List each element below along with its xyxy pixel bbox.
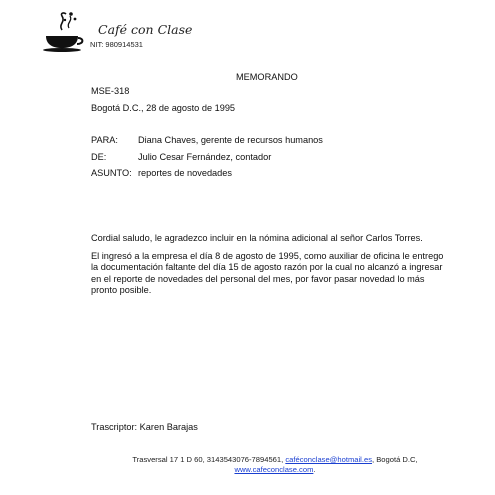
nit-number: NIT: 980914531 xyxy=(90,40,143,49)
transcriber: Trascriptor: Karen Barajas xyxy=(91,422,198,432)
body-paragraph: El ingresó a la empresa el día 8 de agosto de 1995, como auxiliar de oficina le entrego la documentación faltante del día 15 de agosto razón por la cual no alcanzó a ingresar en el reporte de novedades del personal del mes, por favor pasar novedad lo más pronto posible. xyxy=(91,251,444,295)
asunto-value: reportes de novedades xyxy=(138,168,232,178)
footer-address: Trasversal 17 1 D 60, 3143543076-7894561, xyxy=(132,455,284,464)
memo-code: MSE-318 xyxy=(91,86,130,96)
logo-text: Café con Clase xyxy=(98,22,193,37)
greeting: Cordial saludo, le agradezco incluir en la nómina adicional al señor Carlos Torres. xyxy=(91,233,423,243)
footer xyxy=(110,455,440,475)
memo-date: Bogotá D.C., 28 de agosto de 1995 xyxy=(91,103,236,113)
footer-website-link[interactable]: www.cafeconclase.com xyxy=(234,465,314,474)
de-label: DE: xyxy=(91,152,107,162)
footer-period: . xyxy=(313,465,316,474)
para-label: PARA: xyxy=(91,135,118,145)
footer-email-link[interactable]: caféconclase@hotmail.es xyxy=(285,455,373,464)
de-value: Julio Cesar Fernández, contador xyxy=(138,152,272,162)
memo-title: MEMORANDO xyxy=(236,72,298,82)
para-value: Diana Chaves, gerente de recursos humanos xyxy=(138,135,323,145)
footer-city: , Bogotá D.C, xyxy=(372,455,418,464)
asunto-label: ASUNTO: xyxy=(91,168,132,178)
